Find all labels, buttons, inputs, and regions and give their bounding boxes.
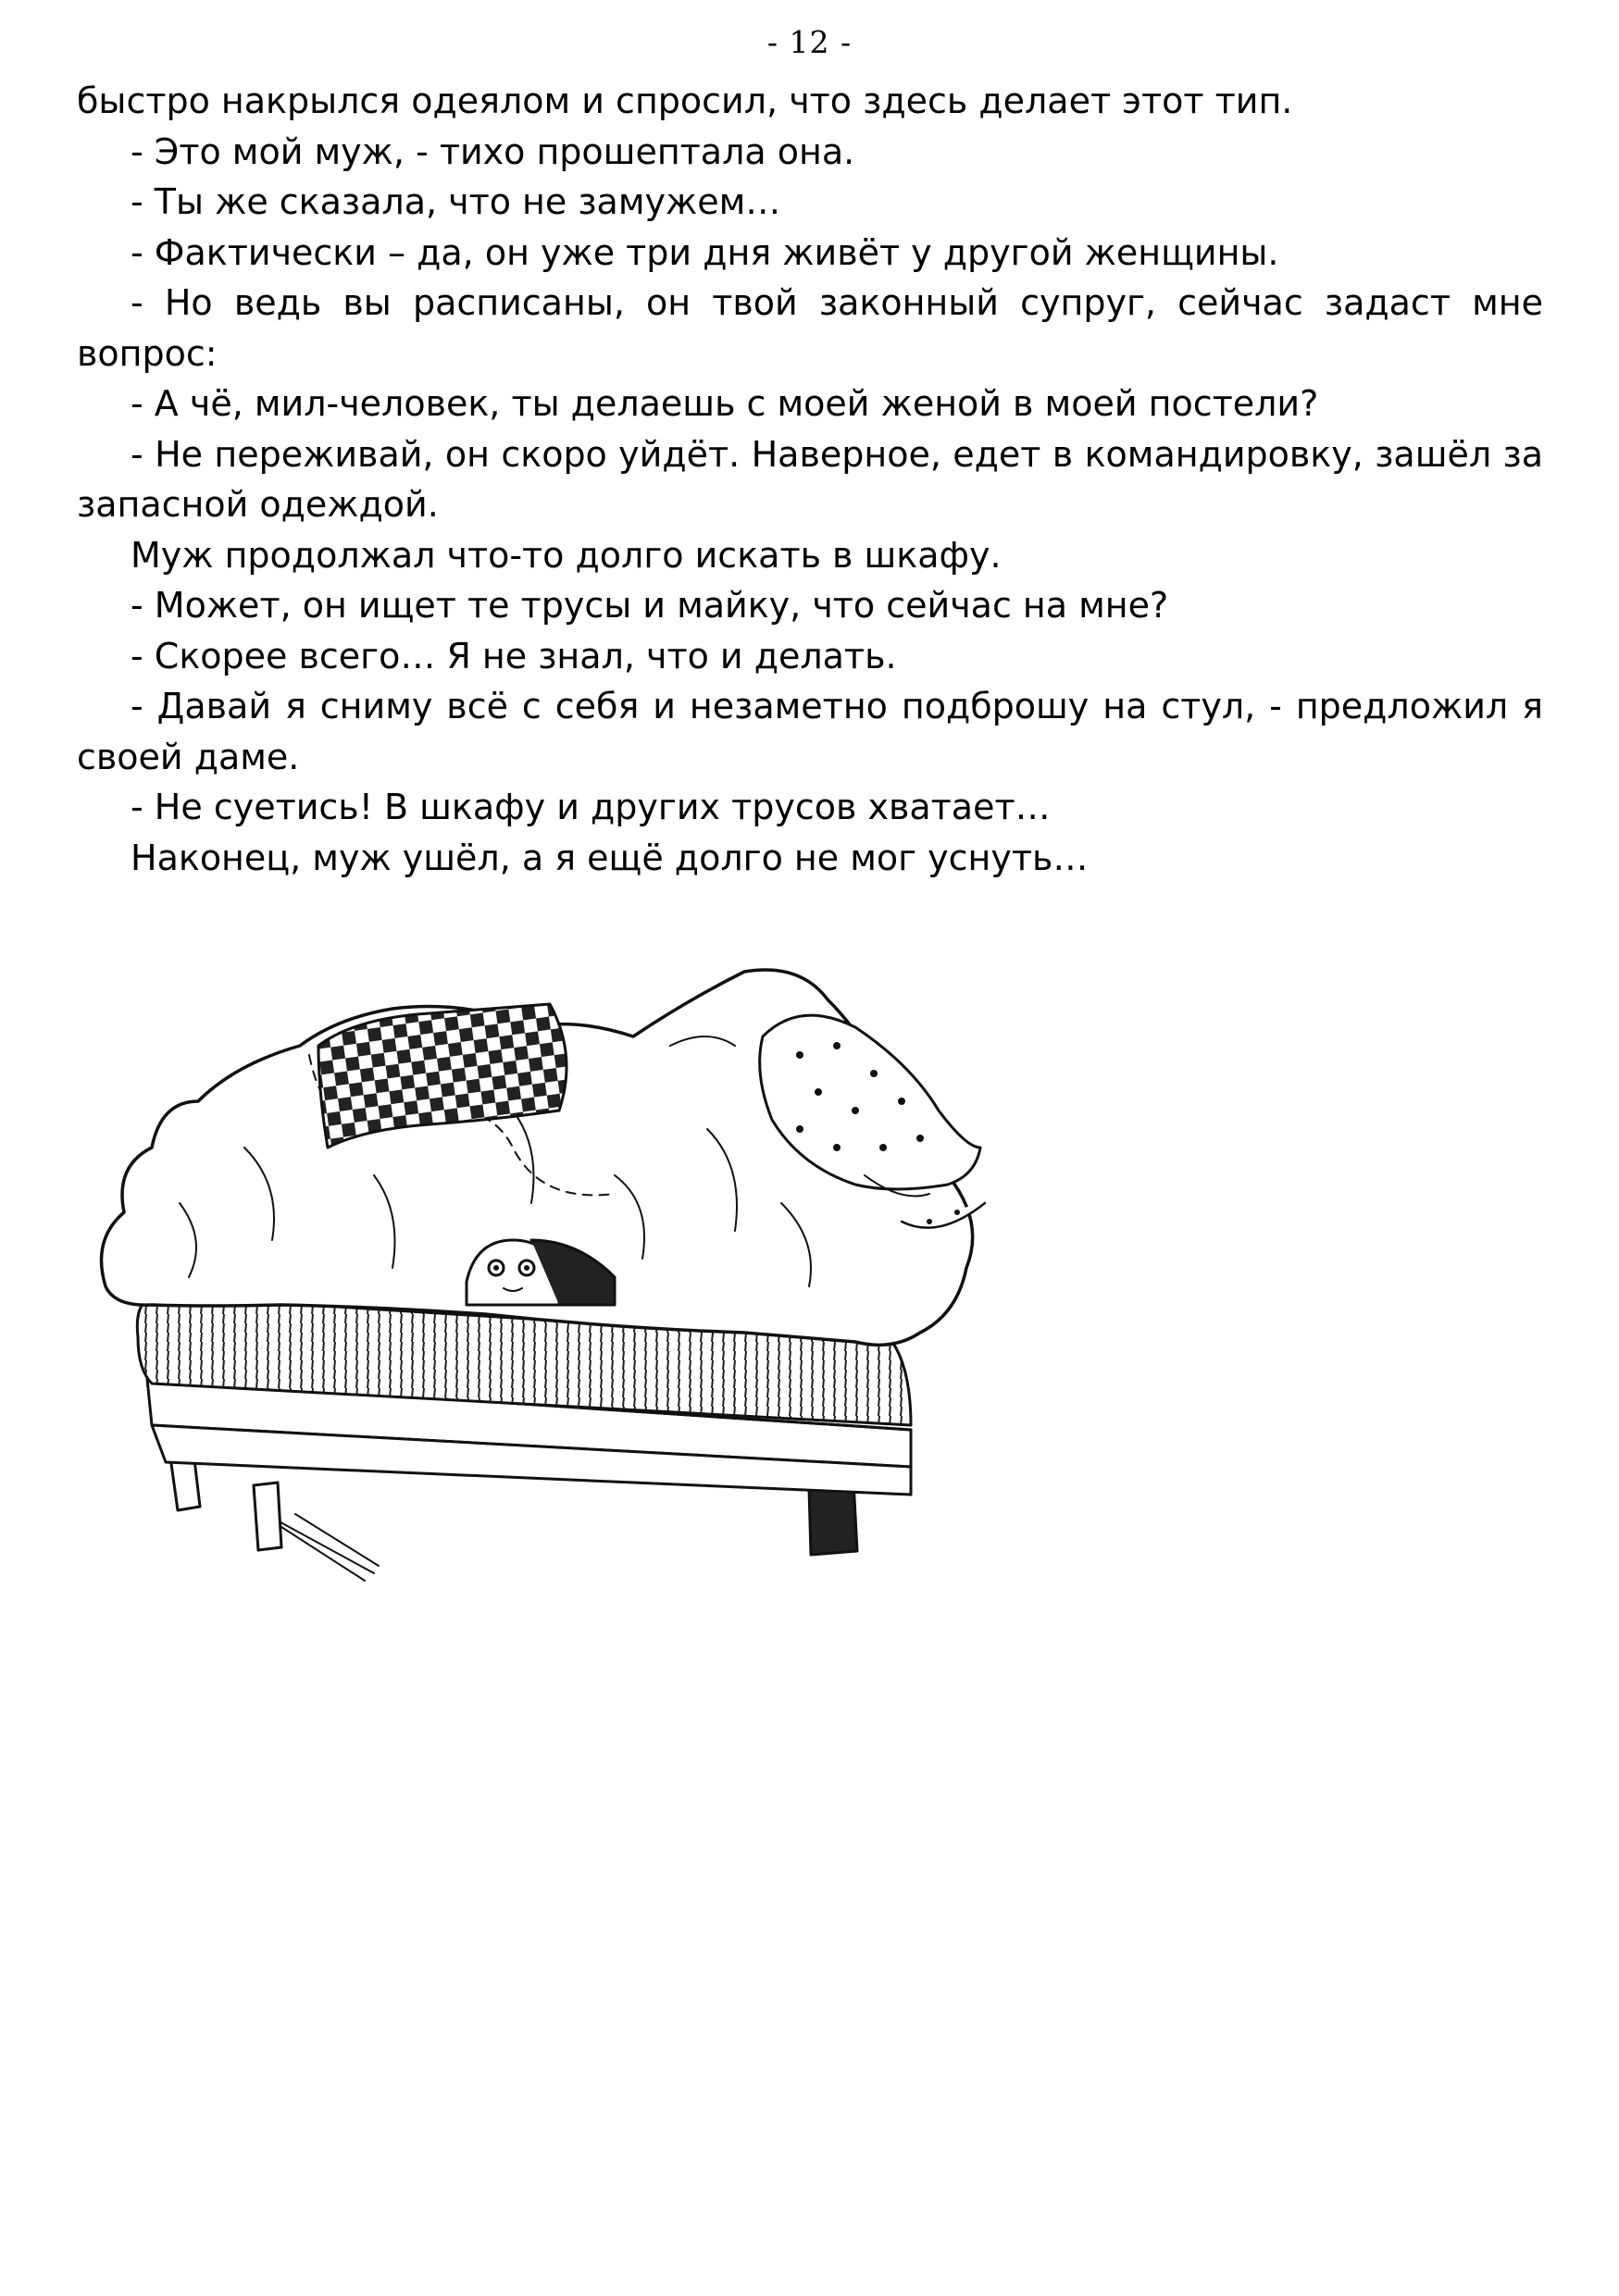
paragraph: - Это мой муж, - тихо прошептала она. <box>131 130 855 172</box>
paragraph: - А чё, мил-человек, ты делаешь с моей женой в моей постели? <box>131 383 1319 424</box>
paragraph: - Может, он ищет те трусы и майку, что сейчас на мне? <box>131 585 1169 626</box>
page-number: - 12 - <box>766 24 853 60</box>
floor-shading <box>272 1514 379 1581</box>
paragraph: - Ты же сказала, что не замужем… <box>131 181 781 222</box>
bed-with-blanket-drawing-icon <box>96 962 1022 1582</box>
paragraph: - Фактически – да, он уже три дня живёт у другой женщины. <box>131 231 1279 273</box>
paragraph: - Не переживай, он скоро уйдёт. Наверное, едет в командировку, зашёл за запасной одеждой. <box>77 433 1543 525</box>
paragraph: - Скорее всего… Я не знал, что и делать. <box>131 635 897 676</box>
story-text <box>77 76 1543 883</box>
paragraph: - Не суетись! В шкафу и других трусов хватает… <box>131 787 1051 827</box>
paragraph: - Давай я сниму всё с себя и незаметно подброшу на стул, - предложил я своей даме. <box>77 686 1543 777</box>
paragraph: Муж продолжал что-то долго искать в шкафу. <box>131 534 1002 576</box>
paragraph: Наконец, муж ушёл, а я ещё долго не мог уснуть… <box>131 837 1089 878</box>
paragraph: быстро накрылся одеялом и спросил, что здесь делает этот тип. <box>77 81 1293 121</box>
paragraph: - Но ведь вы расписаны, он твой законный супруг, сейчас задаст мне вопрос: <box>77 282 1543 374</box>
